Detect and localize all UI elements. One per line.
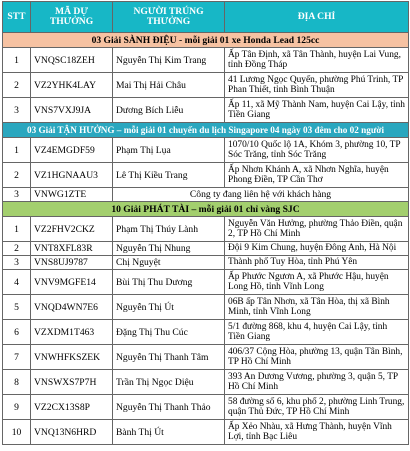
cell-winner: Nguyễn Thị Thanh Thảo: [113, 395, 225, 420]
cell-stt: 1: [3, 217, 31, 242]
cell-code: VNT8XFL83R: [31, 242, 113, 256]
cell-address: 58 đường số 6, khu phố 2, phường Linh Trung, quận Thủ Đức, TP Hồ Chí Minh: [225, 395, 409, 420]
cell-address: Ấp Phước Ngươn A, xã Phước Hậu, huyện Long Hồ, tỉnh Vĩnh Long: [225, 270, 409, 295]
table-row: [3, 270, 409, 295]
cell-stt: 2: [3, 242, 31, 256]
cell-note: Công ty đang liên hệ với khách hàng: [113, 188, 409, 202]
cell-code: VNSWXS7P7H: [31, 370, 113, 395]
header-code: MÃ DỰ THƯỞNG: [31, 2, 113, 33]
table-row: [3, 345, 409, 370]
cell-winner: Bành Thị Út: [113, 420, 225, 445]
header-row: [3, 2, 409, 33]
cell-address: 41 Lương Ngọc Quyến, phường Phú Trinh, TP Phan Thiết, tỉnh Bình Thuận: [225, 73, 409, 98]
cell-code: VNWG1ZTE: [31, 188, 113, 202]
header-winner: NGƯỜI TRÚNG THƯỞNG: [113, 2, 225, 33]
table-row: [3, 48, 409, 73]
table-row: [3, 295, 409, 320]
cell-winner: Nguyễn Thị Thanh Tâm: [113, 345, 225, 370]
cell-stt: 3: [3, 98, 31, 123]
cell-winner: Phạm Thị Lụa: [113, 138, 225, 163]
table-row: [3, 370, 409, 395]
table-row: [3, 320, 409, 345]
cell-address: Ấp Xẻo Nhàu, xã Hưng Thành, huyện Vĩnh Lợi, tỉnh Bạc Liêu: [225, 420, 409, 445]
cell-code: VZ4EMGDF59: [31, 138, 113, 163]
section-title-row: [3, 202, 409, 217]
cell-stt: 2: [3, 73, 31, 98]
table-row: [3, 420, 409, 445]
section-title-row: [3, 123, 409, 138]
cell-code: VZ2CX13S8P: [31, 395, 113, 420]
cell-address: 5/1 đường 868, khu 4, huyện Cai Lậy, tỉnh Tiền Giang: [225, 320, 409, 345]
cell-winner: Nguyễn Thị Út: [113, 295, 225, 320]
cell-code: VNQ13N6HRD: [31, 420, 113, 445]
cell-stt: 9: [3, 395, 31, 420]
table-row: [3, 217, 409, 242]
table-row: [3, 395, 409, 420]
header-stt: STT: [3, 2, 31, 33]
cell-address: Thành phố Tuy Hòa, tỉnh Phú Yên: [225, 256, 409, 270]
cell-stt: 6: [3, 320, 31, 345]
cell-code: VZ2YHK4LAY: [31, 73, 113, 98]
cell-stt: 7: [3, 345, 31, 370]
cell-winner: Bùi Thị Thu Dương: [113, 270, 225, 295]
table-row: [3, 138, 409, 163]
cell-winner: Phạm Thị Thúy Lành: [113, 217, 225, 242]
cell-address: Ấp Tân Định, xã Tân Thành, huyện Lai Vung, tỉnh Đồng Tháp: [225, 48, 409, 73]
section-title: 10 Giải PHÁT TÀI – mỗi giải 01 chỉ vàng SJC: [3, 202, 409, 217]
cell-stt: 2: [3, 163, 31, 188]
cell-address: Ấp 11, xã Mỹ Thành Nam, huyện Cai Lậy, tỉnh Tiền Giang: [225, 98, 409, 123]
cell-stt: 8: [3, 370, 31, 395]
cell-code: VNS8UJ9787: [31, 256, 113, 270]
cell-winner: Chị Nguyệt: [113, 256, 225, 270]
section-title: 03 Giải TẬN HƯỞNG – mỗi giải 01 chuyến du lịch Singapore 04 ngày 03 đêm cho 02 người: [3, 123, 409, 138]
cell-code: VNV9MGFE14: [31, 270, 113, 295]
cell-address: 1070/10 Quốc lộ 1A, Khóm 3, phường 10, TP Sóc Trăng, tỉnh Sóc Trăng: [225, 138, 409, 163]
cell-winner: Nguyễn Thị Kim Trang: [113, 48, 225, 73]
cell-code: VZ1HGNAAU3: [31, 163, 113, 188]
header-address: ĐỊA CHỈ: [225, 2, 409, 33]
cell-address: 06B ấp Tân Nhơn, xã Tân Hòa, thị xã Bình Minh, tỉnh Vĩnh Long: [225, 295, 409, 320]
section-title-row: [3, 33, 409, 48]
cell-winner: Đặng Thị Thu Cúc: [113, 320, 225, 345]
cell-stt: 5: [3, 295, 31, 320]
cell-address: 406/37 Cộng Hòa, phường 13, quận Tân Bình, TP Hồ Chí Minh: [225, 345, 409, 370]
cell-winner: Dương Bích Liễu: [113, 98, 225, 123]
cell-address: Đội 9 Kim Chung, huyện Đông Anh, Hà Nội: [225, 242, 409, 256]
cell-stt: 3: [3, 256, 31, 270]
cell-winner: Trần Thị Ngọc Diệu: [113, 370, 225, 395]
winners-table: [2, 1, 409, 445]
cell-winner: Nguyễn Thị Nhung: [113, 242, 225, 256]
cell-winner: Lê Thị Kiều Trang: [113, 163, 225, 188]
cell-winner: Mai Thị Hải Châu: [113, 73, 225, 98]
table-row: [3, 73, 409, 98]
table-row: [3, 242, 409, 256]
table-row: [3, 98, 409, 123]
cell-stt: 3: [3, 188, 31, 202]
cell-code: VNQSC18ZEH: [31, 48, 113, 73]
cell-stt: 1: [3, 48, 31, 73]
cell-code: VZXDM1T463: [31, 320, 113, 345]
table-row: [3, 163, 409, 188]
cell-stt: 10: [3, 420, 31, 445]
cell-code: VNS7VXJ9JA: [31, 98, 113, 123]
cell-stt: 1: [3, 138, 31, 163]
cell-address: Nguyễn Văn Hưởng, phường Thảo Điền, quận 2, TP Hồ Chí Minh: [225, 217, 409, 242]
cell-code: VNWHFKSZEK: [31, 345, 113, 370]
table-row: [3, 256, 409, 270]
section-title: 03 Giải SÀNH ĐIỆU - mỗi giải 01 xe Honda Lead 125cc: [3, 33, 409, 48]
cell-code: VNQD4WN7E6: [31, 295, 113, 320]
cell-address: Ấp Nhơn Khánh A, xã Nhơn Nghĩa, huyện Phong Điền, TP Cần Thơ: [225, 163, 409, 188]
cell-stt: 4: [3, 270, 31, 295]
cell-code: VZ2FHV2CKZ: [31, 217, 113, 242]
table-row: [3, 188, 409, 202]
cell-address: 393 An Dương Vương, phường 3, quận 5, TP Hồ Chí Minh: [225, 370, 409, 395]
